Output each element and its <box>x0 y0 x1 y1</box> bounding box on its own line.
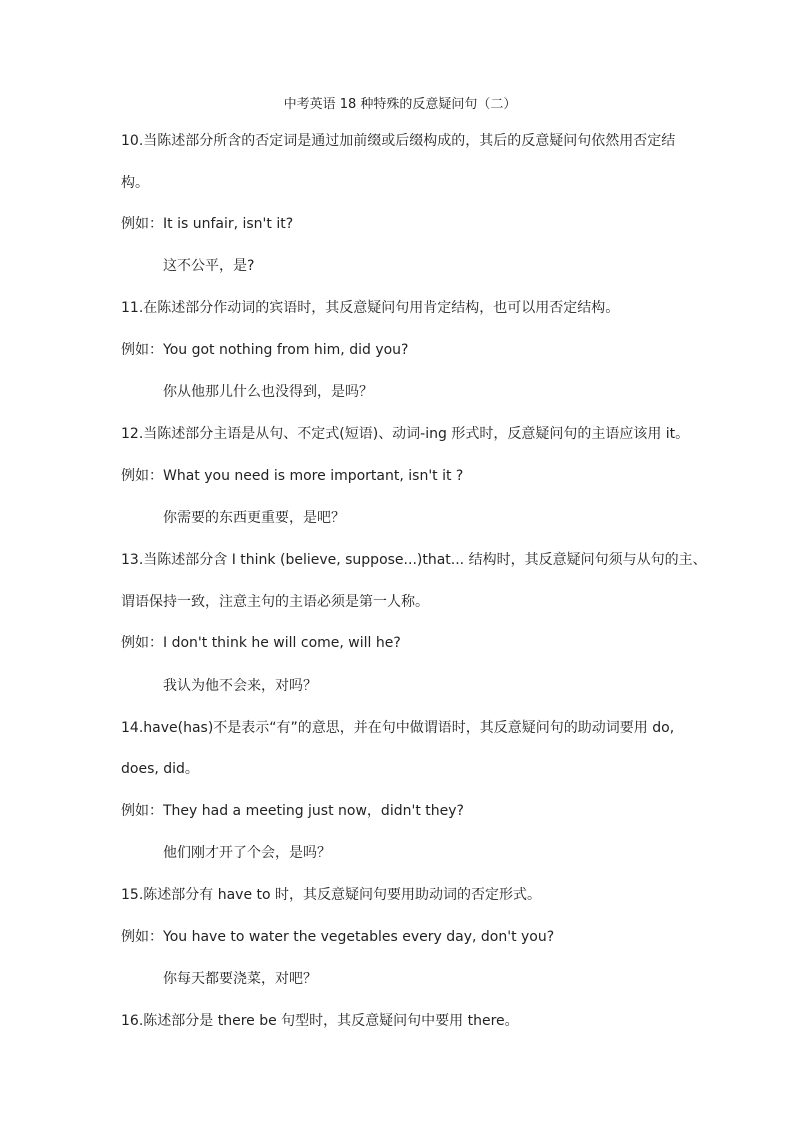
rule-13-text-cont: 谓语保持一致，注意主句的主语必须是第一人称。 <box>121 594 429 610</box>
rule-12-translation: 你需要的东西更重要，是吧？ <box>163 510 345 526</box>
rule-10-text-cont: 构。 <box>121 175 149 191</box>
rule-10-text: 10.当陈述部分所含的否定词是通过加前缀或后缀构成的，其后的反意疑问句依然用否定结 <box>121 133 676 149</box>
document-title: 中考英语 18 种特殊的反意疑问句（二） <box>283 97 517 112</box>
rule-12-example: 例如：What you need is more important, isn't it ? <box>121 468 464 484</box>
rule-14-translation: 他们刚才开了个会，是吗？ <box>163 845 331 861</box>
rule-15-text: 15.陈述部分有 have to 时，其反意疑问句要用助动词的否定形式。 <box>121 887 542 903</box>
rule-12-text: 12.当陈述部分主语是从句、不定式(短语)、动词-ing 形式时，反意疑问句的主语应该用 it。 <box>121 426 690 442</box>
rule-15-example: 例如：You have to water the vegetables every day, don't you? <box>121 929 555 945</box>
rule-13-text: 13.当陈述部分含 I think (believe, suppose...)that... 结构时，其反意疑问句须与从句的主、 <box>121 552 707 568</box>
rule-11-example: 例如：You got nothing from him, did you? <box>121 342 409 358</box>
rule-11-translation: 你从他那儿什么也没得到，是吗？ <box>163 384 373 400</box>
rule-14-text: 14.have(has)不是表示“有”的意思，并在句中做谓语时，其反意疑问句的助动词要用 do, <box>121 720 675 736</box>
rule-11-text: 11.在陈述部分作动词的宾语时，其反意疑问句用肯定结构，也可以用否定结构。 <box>121 300 620 316</box>
rule-10-translation: 这不公平，是? <box>163 258 255 274</box>
rule-15-translation: 你每天都要浇菜，对吧？ <box>163 971 317 987</box>
rule-16-text: 16.陈述部分是 there be 句型时，其反意疑问句中要用 there。 <box>121 1013 519 1029</box>
rule-13-translation: 我认为他不会来，对吗？ <box>163 678 317 694</box>
rule-13-example: 例如：I don't think he will come, will he? <box>121 635 401 651</box>
rule-14-text-cont: does, did。 <box>121 761 199 777</box>
rule-14-example: 例如：They had a meeting just now，didn't they? <box>121 803 464 819</box>
rule-10-example: 例如：It is unfair, isn't it? <box>121 216 294 232</box>
